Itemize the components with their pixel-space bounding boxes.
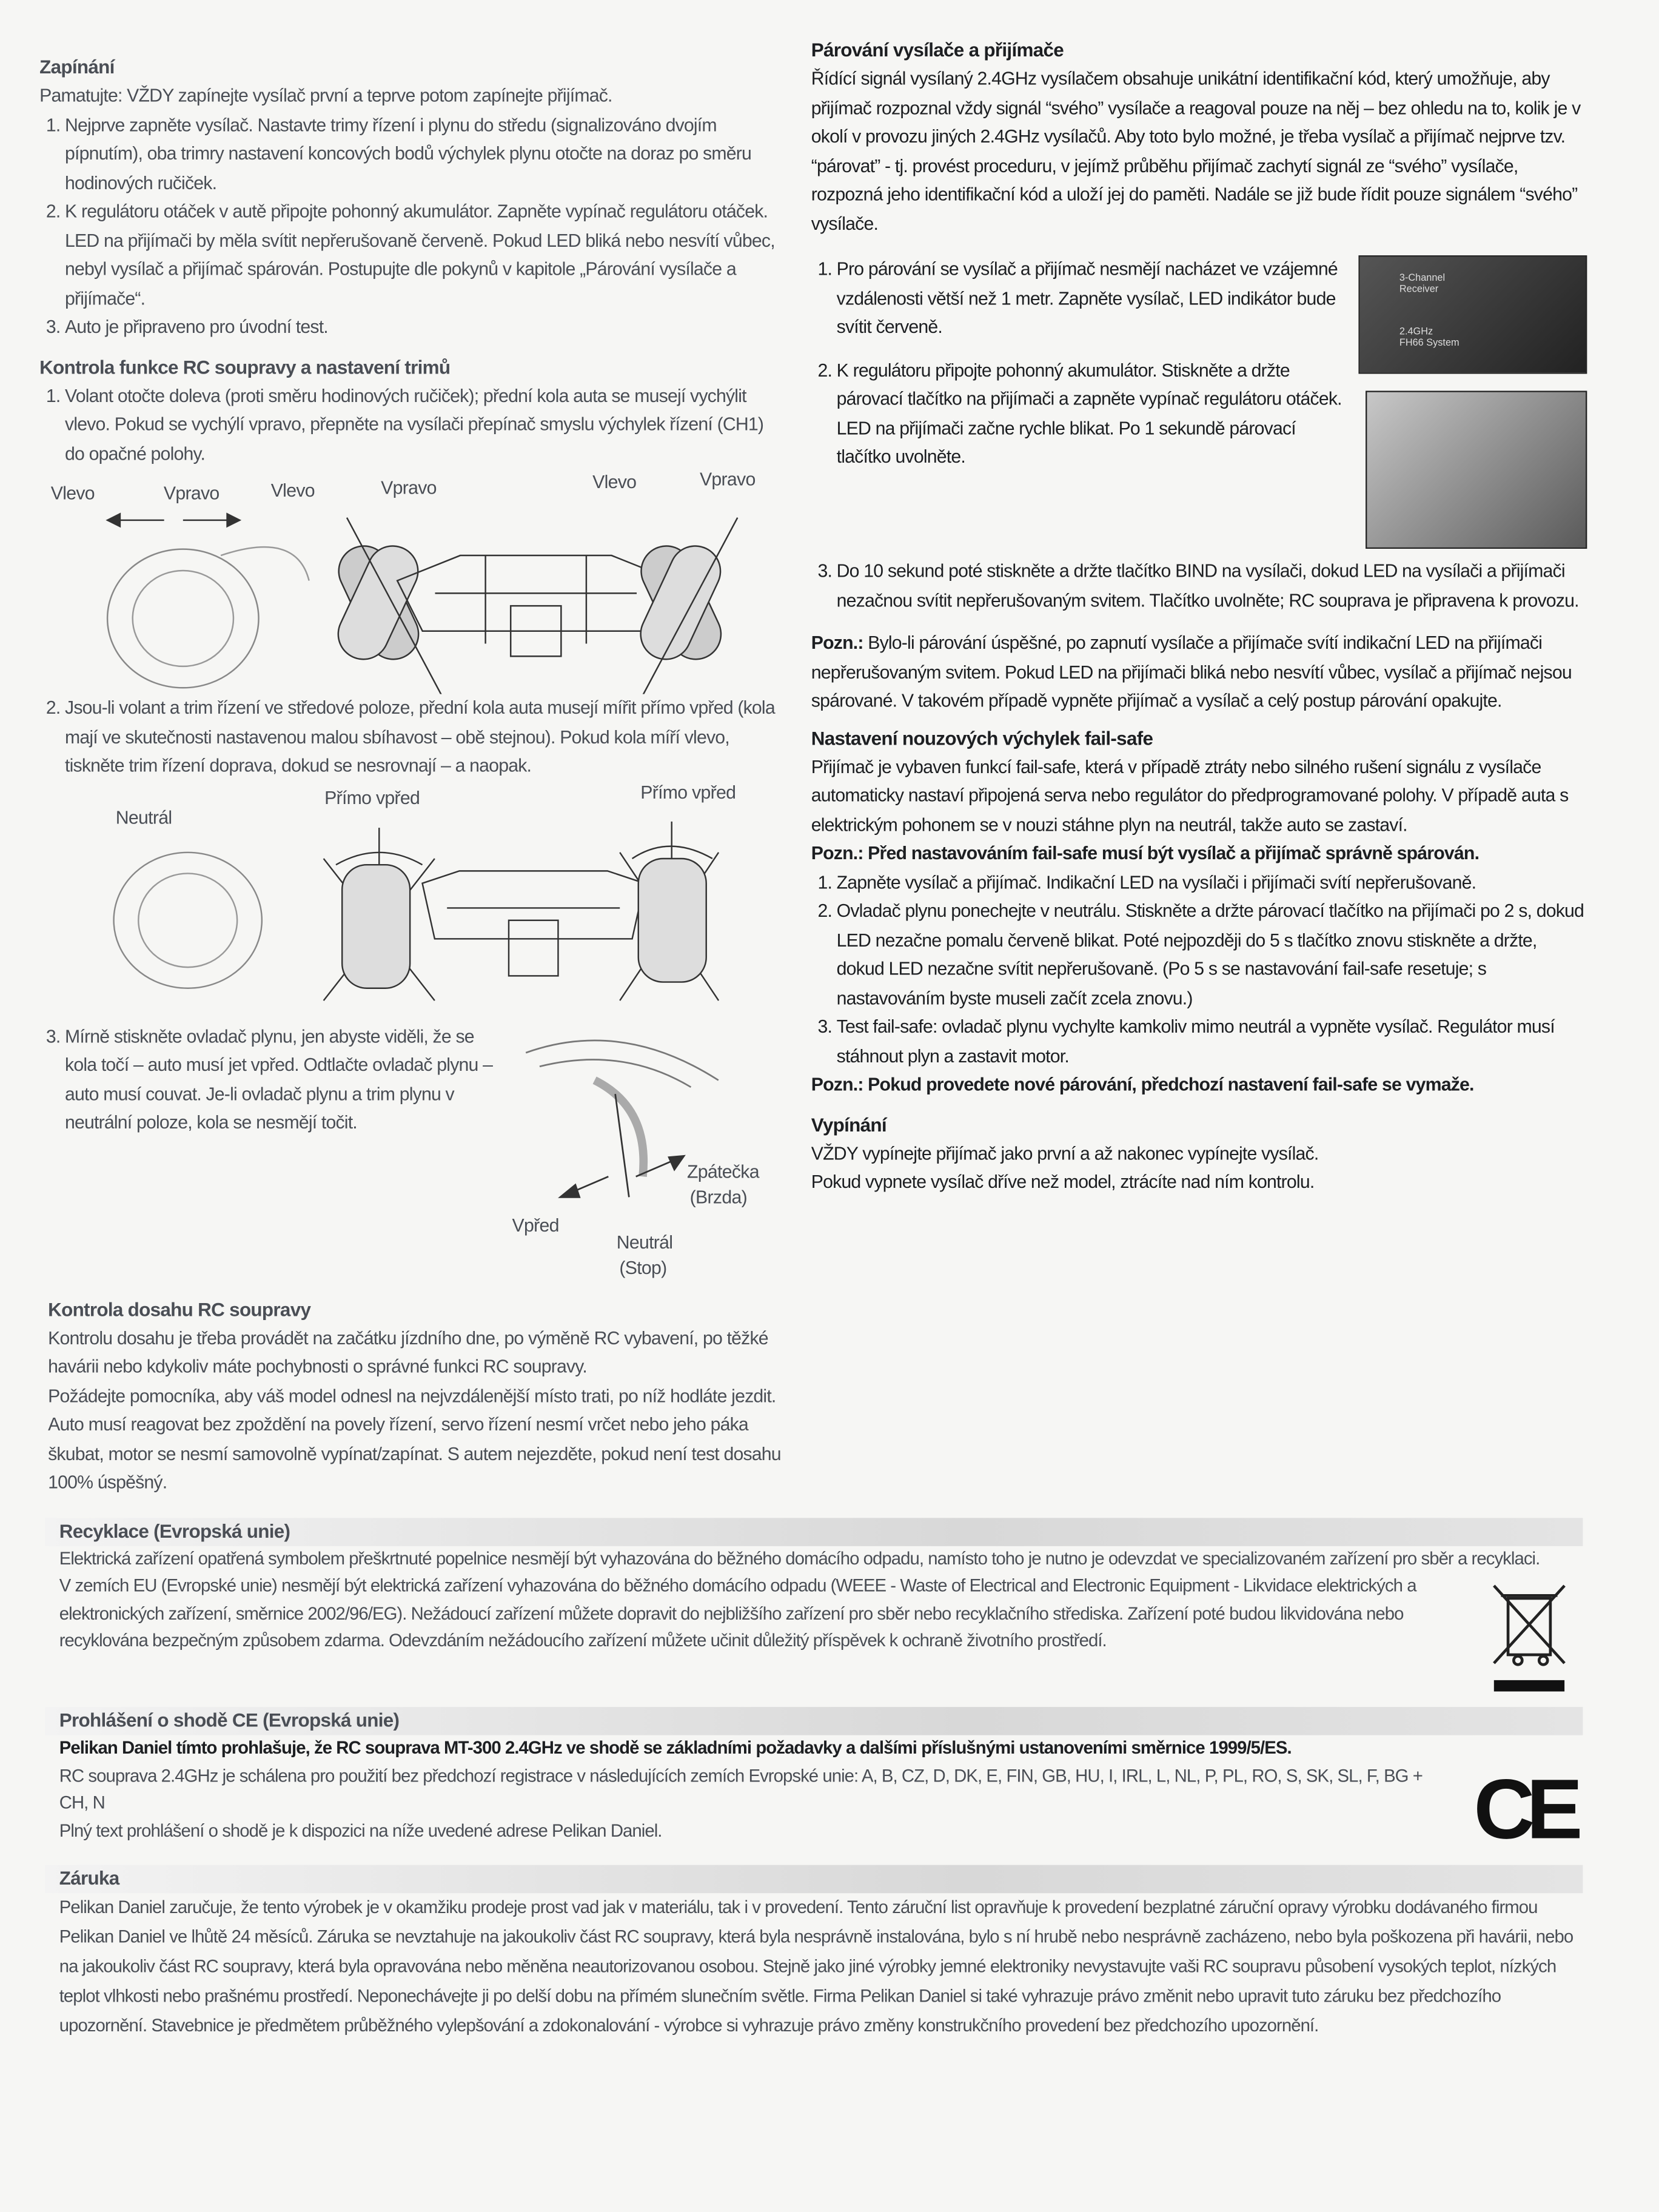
dosah-p1: Kontrolu dosahu je třeba provádět na začátku jízdního dne, po výměně RC vybavení, po těžké havárii nebo kdykoliv máte pochybnosti o správné funkci RC soupravy. (48, 1327, 768, 1377)
heading-zaruka: Záruka (59, 1867, 119, 1889)
label-vlevo: Vlevo (270, 480, 315, 501)
parovani-intro: Řídící signál vysílaný 2.4GHz vysílačem obsahuje unikátní identifikační kód, který umožňuje, aby přijímač rozpoznal vždy signál “svého” vysílače a reagoval pouze na něj – bez ohledu na to, kolik je v okolí v provozu jiných 2.4GHz vysílačů. Aby toto bylo možné, je třeba vysílač a přijímač nejprve tzv. “párovat” - tj. provést proceduru, v jejímž průběhu přijímač zachytí signál ze “svého” vysílače, rozpozná jeho identifikační kód a uloží jej do paměti. Nadále se již bude řídit pouze signálem “svého” vysílače. (811, 67, 1581, 234)
section-zaruka (45, 1892, 1583, 2040)
ce-p1: Pelikan Daniel tímto prohlašuje, že RC souprava MT-300 2.4GHz ve shodě se základními požadavky a dalšími příslušnými ustanoveními směrnice 1999/5/ES. (59, 1738, 1292, 1758)
failsafe-step: 2. Ovladač plynu ponechejte v neutrálu. Stiskněte a držte párovací tlačítko na přijímači po 2 s, dokud LED nezačne pomalu červeně blikat. Poté nejpozději do 5 s tlačítko znovu stiskněte a držte, dokud LED nezačne svítit nepřerušovaně. (Po 5 s se nastavování fail-safe resetuje; s nastavováním byste museli začít zcela znovu.) (837, 897, 1587, 1013)
kontrola-step-3: 3. Mírně stiskněte ovladač plynu, jen abyste viděli, že se kola točí – auto musí jet vpřed. Odtlačte ovladač plynu – auto musí couvat. Je-li ovladač plynu a trim plynu v neutrální poloze, kola se nesmějí točit. (65, 1022, 505, 1138)
failsafe-steps (811, 868, 1587, 1071)
failsafe-note-2: Pozn.: Pokud provedete nové párování, předchozí nastavení fail-safe se vymaže. (811, 1073, 1474, 1095)
label-vlevo: Vlevo (50, 482, 95, 504)
label-vpravo: Vpravo (699, 468, 756, 490)
section-dosah (39, 1296, 787, 1498)
band-ce (45, 1707, 1583, 1735)
steering-left-right-diagram (42, 505, 790, 694)
diagram-3 (512, 1022, 788, 1287)
zapinani-step: 1. Nejprve zapněte vysílač. Nastavte trimy řízení i plynu do středu (signalizováno dvojím pípnutím), oba trimry nastavení koncových bodů výchylek plynu otočte na doraz po směru hodinových ručiček. (65, 111, 787, 198)
label-neutral: Neutrál (115, 806, 172, 828)
two-column-area (0, 36, 1659, 1497)
zapinani-step: 2. K regulátoru otáček v autě připojte pohonný akumulátor. Zapněte vypínač regulátoru otáček. LED na přijímači by měla svítit nepřerušovaně červeně. Pokud LED bliká nebo nesvítí vůbec, nebyl vysílač a přijímač spárován. Postupujte dle pokynů v kapitole „Párování vysílače a přijímače“. (65, 198, 787, 313)
left-column (39, 36, 787, 1497)
heading-failsafe: Nastavení nouzových výchylek fail-safe (811, 727, 1153, 749)
parovani-step: K regulátoru připojte pohonný akumulátor. Stiskněte a držte párovací tlačítko na přijímači a zapněte vypínač regulátoru otáček. LED na přijímači začne rychle blikat. Po 1 sekundě párovací tlačítko uvolněte. (836, 359, 1342, 468)
heading-recyklace: Recyklace (Evropská unie) (59, 1520, 290, 1541)
heading-kontrola: Kontrola funkce RC soupravy a nastavení trimů (39, 356, 451, 378)
note-label: Pozn.: (811, 632, 863, 654)
label-primo-vpred: Přímo vpřed (324, 786, 420, 808)
parovani-step: Do 10 sekund poté stiskněte a držte tlačítko BIND na vysílači, dokud LED na vysílači a přijímači nezačnou svítit nepřerušovaným svitem. Tlačítko uvolněte; RC souprava je připravena k provozu. (836, 560, 1579, 611)
section-parovani (811, 36, 1587, 1197)
ce-p3: Plný text prohlášení o shodě je k dispozici na níže uvedené adrese Pelikan Daniel. (59, 1820, 662, 1840)
diagram-2 (39, 781, 787, 1014)
heading-vypinani: Vypínání (811, 1113, 886, 1135)
parovani-note: Bylo-li párování úspěšné, po zapnutí vysílače a přijímače svítí indikační LED na přijímači nepřerušovaným svitem. Pokud LED na přijímači bliká nebo nesvítí vůbec, vysílač a přijímač nejsou spárované. V takovém případě vypněte přijímač a vysílač a celý postup párování opakujte. (811, 632, 1572, 711)
section-recyklace (45, 1546, 1583, 1698)
heading-zapinani: Zapínání (39, 56, 115, 78)
recyklace-p2: V zemích EU (Evropské unie) nesmějí být elektrická zařízení vyhazována do běžného domácího odpadu (WEEE - Waste of Electrical and Electronic Equipment - Likvidace elektrických a elektronických zařízení, směrnice 2002/96/EG). Nežádoucí zařízení můžete dopravit do nejbližšího zařízení pro sběr nebo recyklačního střediska. Zařízení poté budou likvidována nebo recyklována bezpečným způsobem zdarma. Odevzdáním nežádoucího zařízení můžete učinit důležitý příspěvek k ochraně životního prostředí. (59, 1575, 1416, 1651)
crossed-bin-icon (1487, 1578, 1572, 1698)
vypinani-p2: Pokud vypnete vysílač dříve než model, ztrácíte nad ním kontrolu. (811, 1171, 1315, 1192)
heading-parovani: Párování vysílače a přijímače (811, 39, 1064, 61)
dosah-p2: Požádejte pomocníka, aby váš model odnesl na nejvzdálenější místo trati, po níž hodláte jezdit. Auto musí reagovat bez zpoždění na povely řízení, servo řízení nesmí vrčet nebo jeho páka škubat, motor se nesmí samovolně vypínat/zapínat. S autem nejezděte, pokud není test dosahu 100% úspěšný. (48, 1384, 781, 1493)
label-neutral-stop: Neutrál (616, 1230, 673, 1252)
label-stop: (Stop) (619, 1256, 667, 1278)
failsafe-step: 1. Zapněte vysílač a přijímač. Indikační LED na vysílači i přijímači svítí nepřerušovaně. (837, 868, 1587, 897)
vypinani-p1: VŽDY vypínejte přijímač jako první a až nakonec vypínejte vysílač. (811, 1142, 1319, 1164)
failsafe-step: 3. Test fail-safe: ovladač plynu vychylte kamkoliv mimo neutrál a vypněte vysílač. Regulátor musí stáhnout plyn a zastavit motor. (837, 1013, 1587, 1070)
kontrola-step-2: 2. Jsou-li volant a trim řízení ve středové poloze, přední kola auta musejí mířit přímo vpřed (kola mají ve skutečnosti nastavenou malou sbíhavost – obě stejnou). Pokud kola míří vlevo, tiskněte trim řízení doprava, dokud se nesrovnají – a naopak. (65, 694, 787, 781)
parovani-step-item (836, 255, 1587, 349)
label-brzda: (Brzda) (689, 1185, 747, 1207)
section-kontrola (39, 354, 787, 469)
label-vpred: Vpřed (512, 1213, 559, 1235)
recyklace-p1: Elektrická zařízení opatřená symbolem přeškrtnuté popelnice nesmějí být vyhazována do běžného domácího odpadu, namísto toho je nutno je odevzdat ve specializovaném zařízení pro sběr a recyklaci. (59, 1548, 1540, 1568)
failsafe-note-1: Pozn.: Před nastavováním fail-safe musí být vysílač a přijímač správně spárován. (811, 842, 1480, 863)
zapinani-steps (39, 111, 787, 343)
ce-p2: RC souprava 2.4GHz je schálena pro použití bez předchozí registrace v následujících zemích Evropské unie: A, B, CZ, D, DK, E, FIN, GB, HU, I, IRL, L, NL, P, PL, RO, S, SK, SL, F, BG + CH, N (59, 1765, 1423, 1813)
band-recyklace (45, 1517, 1583, 1546)
receiver-label: 1. 3-Channel Receiver 2.4GHz FH66 System (1399, 273, 1460, 349)
zapinani-step: 3. Auto je připraveno pro úvodní test. (65, 313, 787, 342)
label-vlevo: Vlevo (592, 471, 637, 492)
band-zaruka (45, 1865, 1583, 1893)
kontrola-step-2-block (39, 694, 787, 781)
kontrola-step-3-row (39, 1022, 787, 1287)
parovani-step-item (837, 557, 1587, 615)
zaruka-p1: Pelikan Daniel zaručuje, že tento výrobek je v okamžiku prodeje prost vad jak v materiálu, tak i v provedení. Tento záruční list opravňuje k provedení bezplatné záruční opravy výrobku dodávaného firmou Pelikan Daniel ve lhůtě 24 měsíců. Záruka se nevztahuje na jakoukoliv část RC soupravy, která byla nesprávně instalována, bylo s ní hrubě nebo nesprávně zacházeno, nebo byla poškozena při havárii, nebo na jakoukoliv část RC soupravy, která byla opravována nebo měněna neautorizovanou osobou. Stejně jako jiné výrobky jemné elektroniky nevystavujte vaši RC soupravu působení vysokých teplot, nízkých teplot vlhkosti nebo prašnému prostředí. Neponechávejte ji po delší dobu na přímém slunečním světle. Firma Pelikan Daniel si také vyhrazuje právo změnit nebo upravit tuto záruku bez předchozího upozornění. Stavebnice je předmětem průběžného vylepšování a zdokonalování - výrobce si vyhrazuje právo změny konstrukčního provedení bez předchozího upozornění. (59, 1897, 1574, 2036)
bottom-area (45, 1517, 1583, 2049)
parovani-steps (811, 255, 1587, 629)
zapinani-intro: Pamatujte: VŽDY zapínejte vysílač první a teprve potom zapínejte přijímač. (39, 84, 612, 106)
kontrola-step-3-block (39, 1022, 505, 1138)
failsafe-intro: Přijímač je vybaven funkcí fail-safe, která v případě ztráty nebo silného rušení signálu z vysílače automaticky nastaví připojená serva nebo regulátor do předprogramované polohy. V případě auta s elektrickým pohonem se v nouzi stáhne plyn na neutrál, takže auto se zastaví. (811, 755, 1569, 835)
kontrola-step-1: 1. Volant otočte doleva (proti směru hodinových ručiček); přední kola auta se musejí vychýlit vlevo. Pokud se vychýlí vpravo, přepněte na vysílači přepínač smyslu výchylek řízení (CH1) do opačné polohy. (65, 381, 787, 468)
heading-ce: Prohlášení o shodě CE (Evropská unie) (59, 1709, 400, 1731)
heading-dosah: Kontrola dosahu RC soupravy (48, 1298, 311, 1320)
bind-button-photo (1366, 390, 1587, 549)
receiver-photo (1358, 255, 1587, 374)
label-zpatecka: Zpátečka (687, 1160, 759, 1182)
section-ce (45, 1735, 1583, 1856)
ce-logo: CE (1473, 1761, 1575, 1856)
label-vpravo: Vpravo (381, 477, 437, 498)
section-zapinani (39, 53, 787, 342)
steering-neutral-diagram (42, 815, 790, 1013)
diagram-1 (39, 468, 787, 694)
label-primo-vpred: Přímo vpřed (640, 780, 736, 802)
label-vpravo: Vpravo (163, 482, 220, 504)
parovani-step: Pro párování se vysílač a přijímač nesmějí nacházet ve vzájemné vzdálenosti větší než 1 metr. Zapněte vysílač, LED indikátor bude svítit červeně. (836, 258, 1338, 338)
